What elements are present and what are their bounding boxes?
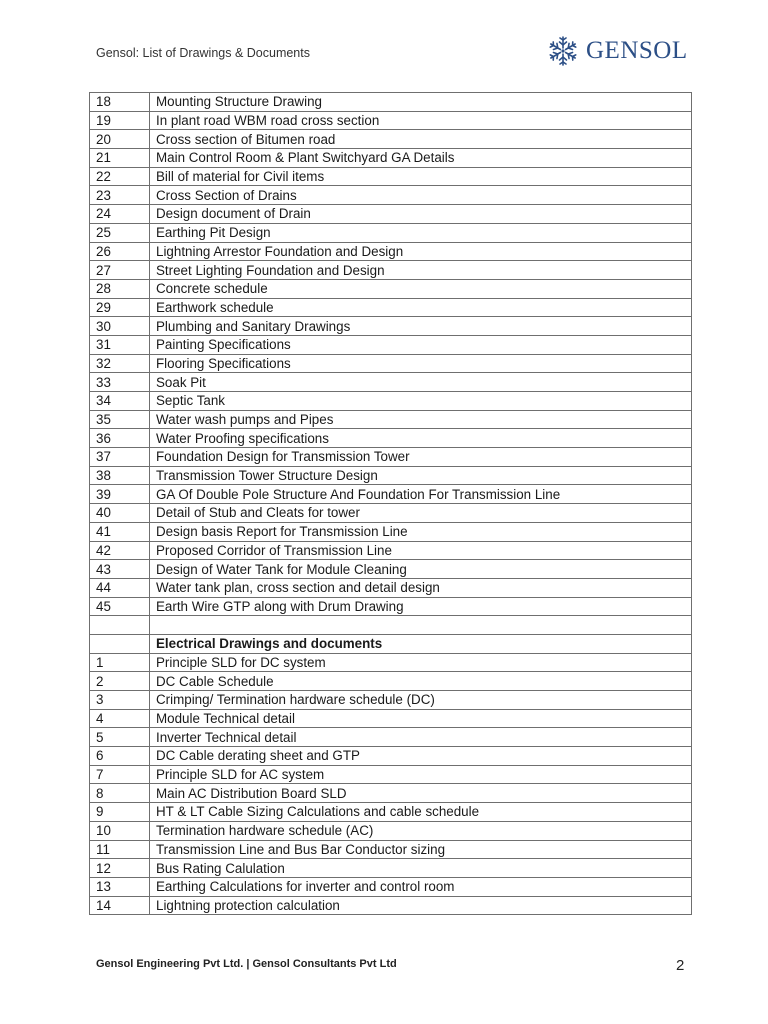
- row-description: Design document of Drain: [150, 205, 692, 224]
- table-row: [90, 149, 692, 168]
- row-description: Painting Specifications: [150, 335, 692, 354]
- table-row: [90, 653, 692, 672]
- row-number: 6: [90, 747, 150, 766]
- row-description: Lightning Arrestor Foundation and Design: [150, 242, 692, 261]
- table-row: [90, 485, 692, 504]
- row-description: Cross section of Bitumen road: [150, 130, 692, 149]
- table-row: [90, 672, 692, 691]
- row-description: Bill of material for Civil items: [150, 167, 692, 186]
- document-title: Gensol: List of Drawings & Documents: [96, 46, 310, 60]
- table-row: [90, 335, 692, 354]
- table-row: [90, 410, 692, 429]
- table-row: [90, 466, 692, 485]
- row-description: Cross Section of Drains: [150, 186, 692, 205]
- row-description: Bus Rating Calulation: [150, 859, 692, 878]
- row-number: 43: [90, 560, 150, 579]
- table-row: [90, 821, 692, 840]
- row-description: Design basis Report for Transmission Line: [150, 522, 692, 541]
- row-description: Septic Tank: [150, 392, 692, 411]
- row-number: 14: [90, 896, 150, 915]
- row-number: 10: [90, 821, 150, 840]
- row-description: Flooring Specifications: [150, 354, 692, 373]
- row-number: 19: [90, 111, 150, 130]
- row-description: Main Control Room & Plant Switchyard GA Details: [150, 149, 692, 168]
- row-description: Inverter Technical detail: [150, 728, 692, 747]
- row-description: Transmission Tower Structure Design: [150, 466, 692, 485]
- table-row: [90, 373, 692, 392]
- row-description: Water tank plan, cross section and detail design: [150, 578, 692, 597]
- row-description: In plant road WBM road cross section: [150, 111, 692, 130]
- row-number: 28: [90, 279, 150, 298]
- row-description: DC Cable Schedule: [150, 672, 692, 691]
- table-row: [90, 522, 692, 541]
- table-row: [90, 784, 692, 803]
- row-description: Detail of Stub and Cleats for tower: [150, 504, 692, 523]
- table-row: [90, 298, 692, 317]
- table-row: [90, 504, 692, 523]
- row-description: Street Lighting Foundation and Design: [150, 261, 692, 280]
- row-description: Termination hardware schedule (AC): [150, 821, 692, 840]
- table-row: [90, 317, 692, 336]
- row-number: 8: [90, 784, 150, 803]
- table-row: [90, 859, 692, 878]
- section-heading-row: [90, 634, 692, 653]
- row-number: [90, 634, 150, 653]
- row-number: 11: [90, 840, 150, 859]
- row-number: 4: [90, 709, 150, 728]
- table-row: [90, 111, 692, 130]
- row-number: 33: [90, 373, 150, 392]
- row-description: Earthing Calculations for inverter and control room: [150, 877, 692, 896]
- row-description: Earthing Pit Design: [150, 223, 692, 242]
- row-description: Crimping/ Termination hardware schedule (DC): [150, 691, 692, 710]
- table-row: [90, 186, 692, 205]
- row-number: 40: [90, 504, 150, 523]
- table-row: [90, 93, 692, 112]
- table-row: [90, 709, 692, 728]
- row-description: Plumbing and Sanitary Drawings: [150, 317, 692, 336]
- table-row: [90, 560, 692, 579]
- row-number: 45: [90, 597, 150, 616]
- row-description: Lightning protection calculation: [150, 896, 692, 915]
- row-number: 20: [90, 130, 150, 149]
- table-row: [90, 130, 692, 149]
- table-row: [90, 691, 692, 710]
- table-row: [90, 765, 692, 784]
- row-number: 22: [90, 167, 150, 186]
- row-description: Proposed Corridor of Transmission Line: [150, 541, 692, 560]
- table-row: [90, 261, 692, 280]
- row-number: 36: [90, 429, 150, 448]
- footer-company: Gensol Engineering Pvt Ltd. | Gensol Consultants Pvt Ltd: [96, 958, 397, 970]
- snowflake-icon: [546, 34, 580, 68]
- drawings-table: [89, 92, 692, 915]
- row-number: 35: [90, 410, 150, 429]
- table-row: [90, 392, 692, 411]
- row-number: 18: [90, 93, 150, 112]
- row-description: Mounting Structure Drawing: [150, 93, 692, 112]
- row-number: 24: [90, 205, 150, 224]
- row-description: Design of Water Tank for Module Cleaning: [150, 560, 692, 579]
- row-number: 41: [90, 522, 150, 541]
- row-description: Soak Pit: [150, 373, 692, 392]
- table-row: [90, 728, 692, 747]
- table-row: [90, 597, 692, 616]
- row-description: GA Of Double Pole Structure And Foundation For Transmission Line: [150, 485, 692, 504]
- table-row: [90, 205, 692, 224]
- row-number: 37: [90, 448, 150, 467]
- table-row: [90, 896, 692, 915]
- row-description: Concrete schedule: [150, 279, 692, 298]
- row-number: 3: [90, 691, 150, 710]
- row-number: 34: [90, 392, 150, 411]
- row-description: Main AC Distribution Board SLD: [150, 784, 692, 803]
- table-row: [90, 616, 692, 635]
- table-row: [90, 242, 692, 261]
- row-number: 9: [90, 803, 150, 822]
- row-number: [90, 616, 150, 635]
- row-description: Principle SLD for AC system: [150, 765, 692, 784]
- row-number: 44: [90, 578, 150, 597]
- page-number: 2: [676, 957, 685, 974]
- drawings-table-body: [90, 93, 692, 915]
- row-description: [150, 616, 692, 635]
- row-number: 31: [90, 335, 150, 354]
- table-row: [90, 578, 692, 597]
- table-row: [90, 354, 692, 373]
- row-description: Module Technical detail: [150, 709, 692, 728]
- row-number: 32: [90, 354, 150, 373]
- row-number: 26: [90, 242, 150, 261]
- row-number: 1: [90, 653, 150, 672]
- row-number: 30: [90, 317, 150, 336]
- row-number: 23: [90, 186, 150, 205]
- row-number: 27: [90, 261, 150, 280]
- table-row: [90, 223, 692, 242]
- row-description: Water wash pumps and Pipes: [150, 410, 692, 429]
- row-description: Earthwork schedule: [150, 298, 692, 317]
- row-description: Transmission Line and Bus Bar Conductor sizing: [150, 840, 692, 859]
- table-row: [90, 167, 692, 186]
- row-number: 42: [90, 541, 150, 560]
- row-number: 25: [90, 223, 150, 242]
- row-number: 2: [90, 672, 150, 691]
- logo-text: GENSOL: [586, 37, 688, 64]
- section-heading: Electrical Drawings and documents: [150, 634, 692, 653]
- row-number: 7: [90, 765, 150, 784]
- table-row: [90, 279, 692, 298]
- row-description: Earth Wire GTP along with Drum Drawing: [150, 597, 692, 616]
- row-number: 21: [90, 149, 150, 168]
- table-row: [90, 541, 692, 560]
- row-number: 13: [90, 877, 150, 896]
- company-logo: [546, 34, 688, 68]
- row-number: 5: [90, 728, 150, 747]
- row-description: HT & LT Cable Sizing Calculations and cable schedule: [150, 803, 692, 822]
- row-description: DC Cable derating sheet and GTP: [150, 747, 692, 766]
- table-row: [90, 803, 692, 822]
- row-number: 39: [90, 485, 150, 504]
- row-number: 38: [90, 466, 150, 485]
- row-description: Principle SLD for DC system: [150, 653, 692, 672]
- table-row: [90, 877, 692, 896]
- row-number: 12: [90, 859, 150, 878]
- row-description: Water Proofing specifications: [150, 429, 692, 448]
- row-number: 29: [90, 298, 150, 317]
- table-row: [90, 429, 692, 448]
- table-row: [90, 448, 692, 467]
- table-row: [90, 747, 692, 766]
- row-description: Foundation Design for Transmission Tower: [150, 448, 692, 467]
- table-row: [90, 840, 692, 859]
